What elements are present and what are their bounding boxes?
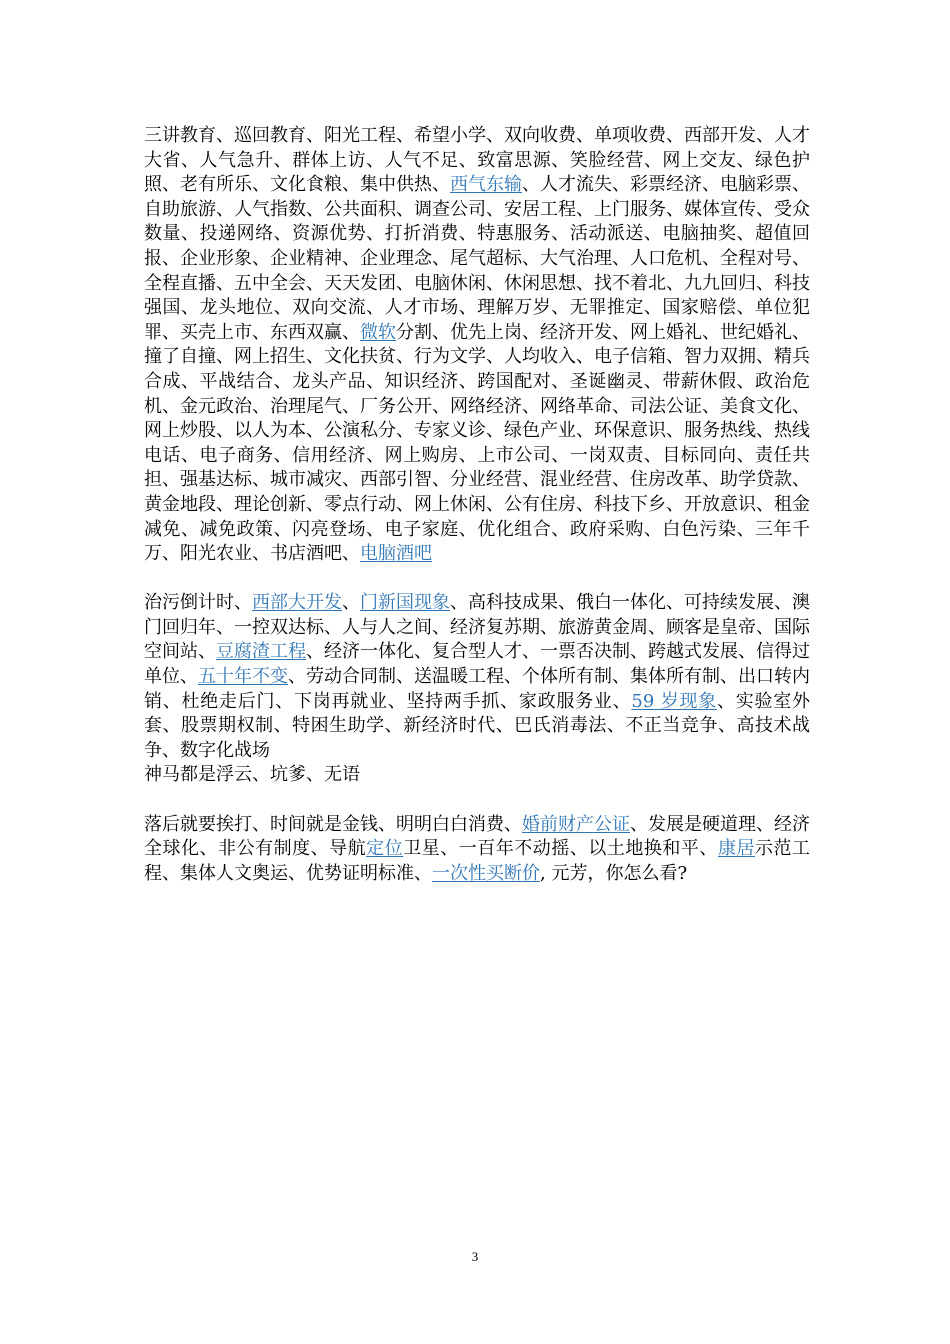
- paragraph-buzzwords-2: [144, 591, 810, 763]
- text-run: 卫星、一百年不动摇、以土地换和平、: [403, 838, 718, 860]
- text-run: 示范工程、集体人文奥运、优势证明标准、: [144, 838, 811, 884]
- text-run: 、高科技成果、俄白一体化、可持续发展、澳门回归年、一控双达标、人与人之间、经济复苏期、旅游黄金周、顾客是皇帝、国际空间站、: [144, 592, 810, 663]
- text-run: 、实验室外套、股票期权制、特困生助学、新经济时代、巴氏消毒法、不正当竞争、高技术战争、数字化战场: [144, 690, 810, 761]
- link-59-sui-xianxiang[interactable]: 59 岁现象: [631, 690, 717, 712]
- link-yicixing-maiduanjia[interactable]: 一次性买断价: [432, 862, 540, 884]
- link-kangju[interactable]: 康居: [717, 838, 755, 860]
- paragraph-spacer: [144, 567, 810, 592]
- text-run: , 元芳，你怎么看?: [540, 862, 688, 884]
- paragraph-buzzwords-3: [144, 763, 810, 788]
- link-wushinian-bubian[interactable]: 五十年不变: [198, 666, 288, 688]
- text-run: 、人才流失、彩票经济、电脑彩票、自助旅游、人气指数、公共面积、调查公司、安居工程、上门服务、媒体宣传、受众数量、投递网络、资源优势、打折消费、特惠服务、活动派送、电脑抽奖、超值回报、企业形象、企业精神、企业理念、尾气超标、大气治理、人口危机、全程对号、全程直播、五中全会、天天发团、电脑休闲、休闲思想、找不着北、九九回归、科技强国、龙头地位、双向交流、人才市场、理解万岁、无罪推定、国家赔偿、单位犯罪、买壳上市、东西双赢、: [144, 174, 810, 343]
- text-run: 治污倒计时、: [144, 592, 252, 614]
- link-dingwei[interactable]: 定位: [366, 838, 404, 860]
- text-run: 、发展是硬道理、经济全球化、非公有制度、导航: [144, 813, 810, 860]
- text-run: 落后就要挨打、时间就是金钱、明明白白消费、: [144, 813, 522, 835]
- text-run: 、经济一体化、复合型人才、一票否决制、跨越式发展、信得过单位、: [144, 641, 810, 688]
- link-menxinguo-xianxiang[interactable]: 门新国现象: [360, 592, 450, 614]
- paragraph-spacer: [144, 788, 810, 813]
- paragraph-buzzwords-4: [144, 813, 810, 887]
- link-weiruan[interactable]: 微软: [360, 321, 396, 343]
- text-run: 、: [342, 592, 360, 614]
- link-diannao-jiuba[interactable]: 电脑酒吧: [360, 543, 432, 565]
- link-xiqidongshu[interactable]: 西气东输: [450, 174, 522, 196]
- paragraph-buzzwords-1: [144, 124, 810, 567]
- page-number: 3: [471, 1249, 479, 1264]
- text-run: 分割、优先上岗、经济开发、网上婚礼、世纪婚礼、撞了自撞、网上招生、文化扶贫、行为文学、人均收入、电子信箱、智力双拥、精兵合成、平战结合、龙头产品、知识经济、跨国配对、圣诞幽灵、带薪休假、政治危机、金元政治、治理尾气、厂务公开、网络经济、网络革命、司法公证、美食文化、网上炒股、以人为本、公演私分、专家义诊、绿色产业、环保意识、服务热线、热线电话、电子商务、信用经济、网上购房、上市公司、一岗双责、目标同向、责任共担、强基达标、城市减灾、西部引智、分业经营、混业经营、住房改革、助学贷款、黄金地段、理论创新、零点行动、网上休闲、公有住房、科技下乡、开放意识、租金减免、减免政策、闪亮登场、电子家庭、优化组合、政府采购、白色污染、三年千万、阳光农业、书店酒吧、: [144, 321, 810, 565]
- text-run: 神马都是浮云、坑爹、无语: [144, 764, 360, 786]
- link-doufuzha-gongcheng[interactable]: 豆腐渣工程: [216, 641, 306, 663]
- link-hunqian-caichan-gongzheng[interactable]: 婚前财产公证: [522, 813, 630, 835]
- text-run: 、劳动合同制、送温暖工程、个体所有制、集体所有制、出口转内销、杜绝走后门、下岗再就业、坚持两手抓、家政服务业、: [144, 666, 810, 712]
- link-xibu-dakaifa[interactable]: 西部大开发: [252, 592, 342, 614]
- text-run: 三讲教育、巡回教育、阳光工程、希望小学、双向收费、单项收费、西部开发、人才大省、人气急升、群体上访、人气不足、致富思源、笑脸经营、网上交友、绿色护照、老有所乐、文化食粮、集中供热、: [144, 125, 810, 196]
- document-body: [144, 124, 810, 886]
